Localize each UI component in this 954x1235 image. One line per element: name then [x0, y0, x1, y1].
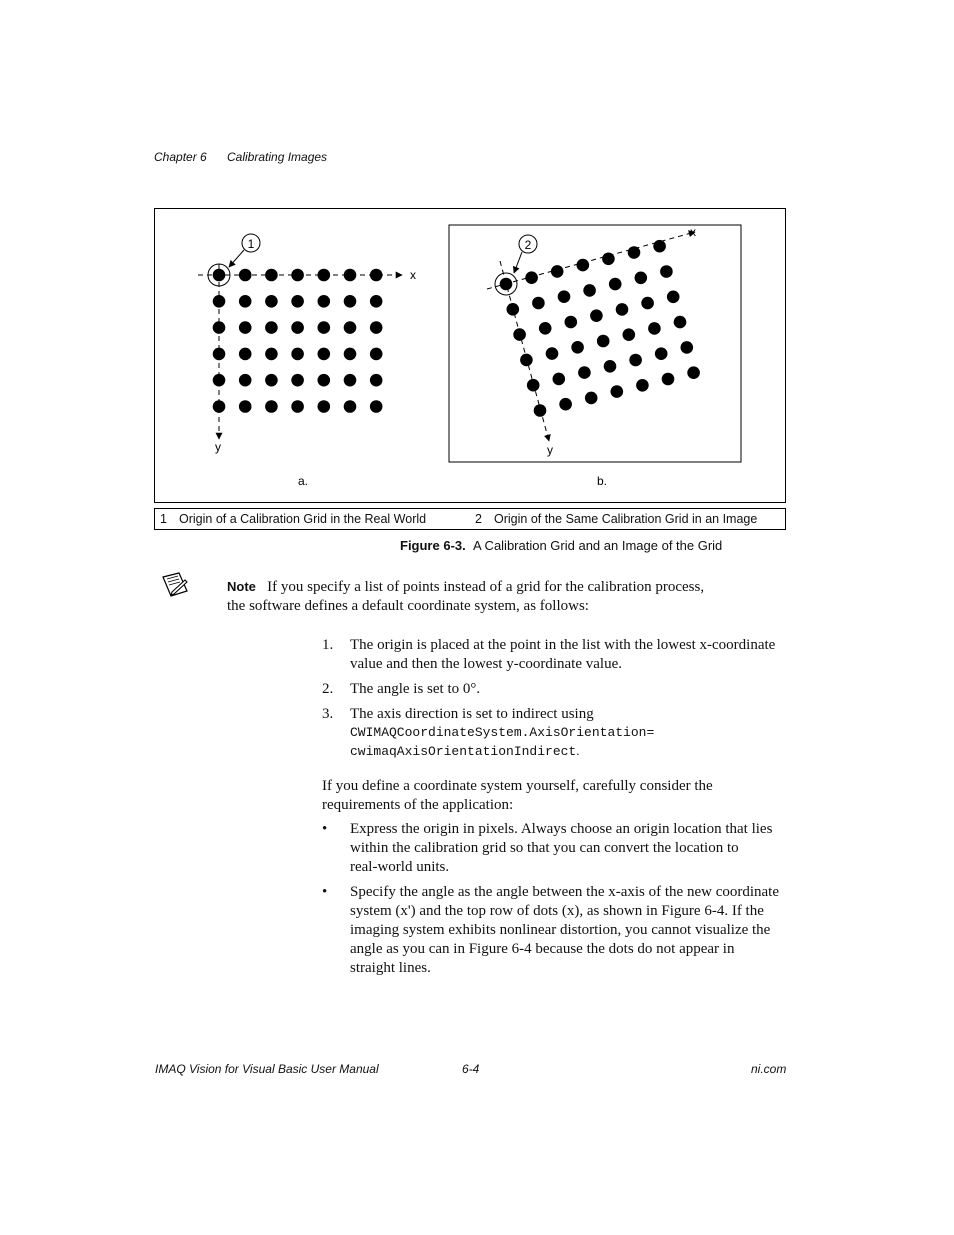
panel-a-real-world-grid	[198, 234, 416, 488]
figure-legend	[154, 508, 786, 530]
callout-2-leader	[514, 252, 522, 273]
step-1-line-1: The origin is placed at the point in the list with the lowest x-coordinate	[350, 637, 776, 653]
step-1-number: 1.	[322, 637, 334, 653]
grid-b-dot	[585, 392, 598, 405]
grid-a-dot	[291, 348, 304, 361]
running-header-title: Calibrating Images	[227, 150, 328, 164]
footer-page-number: 6-4	[462, 1062, 480, 1076]
grid-b-dot	[635, 272, 648, 285]
bullet-1-line-1: Express the origin in pixels. Always choose an origin location that lies	[350, 821, 773, 837]
grid-b-dot	[609, 278, 622, 291]
panel-a-y-label: y	[215, 440, 221, 454]
panel-b-label: b.	[597, 474, 608, 488]
running-header-chapter: Chapter 6	[154, 150, 207, 164]
paragraph-line-1: If you define a coordinate system yourself, carefully consider the	[322, 778, 713, 794]
grid-a-dot	[318, 374, 331, 387]
grid-b-dot	[513, 328, 526, 341]
grid-a-dot	[213, 400, 226, 413]
grid-a-dot	[370, 348, 383, 361]
grid-a-dot	[291, 321, 304, 334]
step-2	[0, 680, 954, 705]
grid-b-dot	[500, 278, 513, 291]
grid-a-dot	[344, 321, 357, 334]
grid-a-dot	[291, 295, 304, 308]
grid-a-dot	[370, 269, 383, 282]
grid-a-dot	[213, 295, 226, 308]
legend-2-number: 2	[475, 512, 482, 526]
grid-b-dot	[559, 398, 572, 411]
panel-b-y-label: y	[547, 443, 553, 457]
grid-a-dot	[370, 295, 383, 308]
step-3-code-2-suffix: .	[576, 743, 580, 758]
grid-b-dot	[602, 253, 615, 266]
bullet-1-line-3: real-world units.	[350, 859, 450, 875]
bullet-mark: •	[322, 884, 328, 900]
bullet-2-line-2: system (x') and the top row of dots (x), as shown in Figure 6-4. If the	[350, 903, 764, 919]
grid-b-dot	[551, 265, 564, 278]
steps-list	[0, 636, 954, 765]
grid-a-dot	[291, 269, 304, 282]
figure-caption-text: A Calibration Grid and an Image of the Grid	[472, 538, 723, 553]
grid-b-dot	[636, 379, 649, 392]
bullet-2-line-3: imaging system exhibits nonlinear distortion, you cannot visualize the	[350, 922, 771, 938]
grid-b-dot	[681, 341, 694, 354]
bullet-2-line-5: straight lines.	[350, 960, 431, 976]
grid-a-dot	[213, 269, 226, 282]
panel-b-dots	[500, 240, 700, 417]
grid-a-dot	[318, 321, 331, 334]
grid-a-dot	[344, 348, 357, 361]
grid-b-dot	[565, 316, 578, 329]
callout-1-leader	[229, 250, 244, 267]
figure-caption-label: Figure 6-3.	[400, 538, 466, 553]
grid-b-dot	[546, 347, 559, 360]
note-block	[227, 577, 787, 616]
note-line-1: If you specify a list of points instead of a grid for the calibration process,	[267, 579, 705, 595]
grid-a-dot	[318, 269, 331, 282]
callout-2-number: 2	[524, 238, 532, 252]
paragraph-line-2: requirements of the application:	[322, 797, 514, 813]
grid-a-dot	[370, 374, 383, 387]
grid-a-dot	[344, 374, 357, 387]
bullet-2-line-4: angle as you can in Figure 6-4 because the dots do not appear in	[350, 941, 735, 957]
step-1	[0, 636, 954, 680]
panel-a-label: a.	[298, 474, 309, 488]
panel-b-x-axis-line	[487, 232, 695, 289]
grid-a-dot	[265, 321, 278, 334]
grid-b-dot	[674, 316, 687, 329]
grid-b-dot	[611, 385, 624, 398]
grid-a-dot	[265, 269, 278, 282]
grid-a-dot	[370, 400, 383, 413]
grid-b-dot	[628, 246, 641, 259]
grid-a-dot	[344, 269, 357, 282]
bullet-item	[0, 820, 954, 883]
bullet-item	[0, 883, 954, 983]
bullet-mark: •	[322, 821, 328, 837]
figure-frame	[154, 208, 786, 503]
grid-b-dot	[577, 259, 590, 272]
panel-a-dots	[213, 269, 383, 413]
grid-a-dot	[239, 269, 252, 282]
panel-b-image-frame	[449, 225, 741, 462]
grid-a-dot	[239, 295, 252, 308]
grid-b-dot	[532, 297, 545, 310]
grid-b-dot	[653, 240, 666, 253]
step-3-line-1: The axis direction is set to indirect using	[350, 706, 594, 722]
grid-a-dot	[239, 400, 252, 413]
legend-1-text: Origin of a Calibration Grid in the Real World	[179, 512, 427, 526]
grid-a-dot	[318, 295, 331, 308]
grid-a-dot	[213, 348, 226, 361]
step-3	[0, 705, 954, 765]
step-1-line-2: value and then the lowest y-coordinate value.	[350, 656, 622, 672]
grid-b-dot	[553, 373, 566, 386]
step-3-code-2: cwimaqAxisOrientationIndirect	[350, 744, 577, 759]
grid-a-dot	[265, 295, 278, 308]
callout-1-number: 1	[247, 237, 255, 251]
note-label: Note	[227, 579, 256, 594]
grid-b-dot	[578, 366, 591, 379]
grid-b-dot	[583, 284, 596, 297]
grid-a-dot	[344, 295, 357, 308]
grid-b-dot	[539, 322, 552, 335]
step-2-number: 2.	[322, 681, 334, 697]
bullet-list	[0, 820, 954, 983]
grid-b-dot	[616, 303, 629, 316]
legend-1-number: 1	[160, 512, 167, 526]
grid-b-dot	[687, 366, 700, 379]
panel-b-image-grid	[449, 225, 741, 488]
grid-b-dot	[507, 303, 520, 316]
grid-a-dot	[213, 321, 226, 334]
grid-b-dot	[525, 271, 538, 284]
grid-a-dot	[239, 321, 252, 334]
panel-a-x-label: x	[410, 268, 416, 282]
grid-b-dot	[655, 347, 668, 360]
grid-a-dot	[213, 374, 226, 387]
grid-b-dot	[623, 328, 636, 341]
grid-a-dot	[291, 400, 304, 413]
grid-b-dot	[660, 265, 673, 278]
grid-b-dot	[597, 335, 610, 348]
figure-caption	[400, 538, 722, 553]
legend-2-text: Origin of the Same Calibration Grid in an Image	[494, 512, 758, 526]
bullet-2-line-1: Specify the angle as the angle between the x-axis of the new coordinate	[350, 884, 780, 900]
grid-a-dot	[265, 348, 278, 361]
grid-b-dot	[527, 379, 540, 392]
step-3-number: 3.	[322, 706, 334, 722]
panel-b-x-label: x	[690, 225, 696, 239]
grid-a-dot	[318, 400, 331, 413]
grid-a-dot	[318, 348, 331, 361]
note-icon	[160, 571, 190, 604]
grid-b-dot	[667, 291, 680, 304]
grid-b-dot	[648, 322, 661, 335]
intro-paragraph	[322, 777, 786, 815]
grid-b-dot	[662, 373, 675, 386]
step-3-code-1: CWIMAQCoordinateSystem.AxisOrientation=	[350, 725, 655, 740]
grid-b-dot	[534, 404, 547, 417]
grid-b-dot	[558, 290, 571, 303]
grid-a-dot	[370, 321, 383, 334]
grid-a-dot	[265, 374, 278, 387]
bullet-1-line-2: within the calibration grid so that you can convert the location to	[350, 840, 739, 856]
footer-website: ni.com	[751, 1062, 787, 1076]
grid-a-dot	[265, 400, 278, 413]
grid-b-dot	[520, 354, 533, 367]
note-line-2: the software defines a default coordinate system, as follows:	[227, 598, 589, 614]
grid-b-dot	[590, 309, 603, 322]
grid-a-dot	[239, 374, 252, 387]
grid-a-dot	[291, 374, 304, 387]
grid-b-dot	[604, 360, 617, 373]
grid-b-dot	[641, 297, 654, 310]
grid-b-dot	[571, 341, 584, 354]
grid-b-dot	[629, 354, 642, 367]
calibration-grid-figure	[155, 209, 785, 502]
footer-manual-title: IMAQ Vision for Visual Basic User Manual	[155, 1062, 379, 1076]
grid-a-dot	[239, 348, 252, 361]
grid-a-dot	[344, 400, 357, 413]
step-2-line-1: The angle is set to 0°.	[350, 681, 481, 697]
